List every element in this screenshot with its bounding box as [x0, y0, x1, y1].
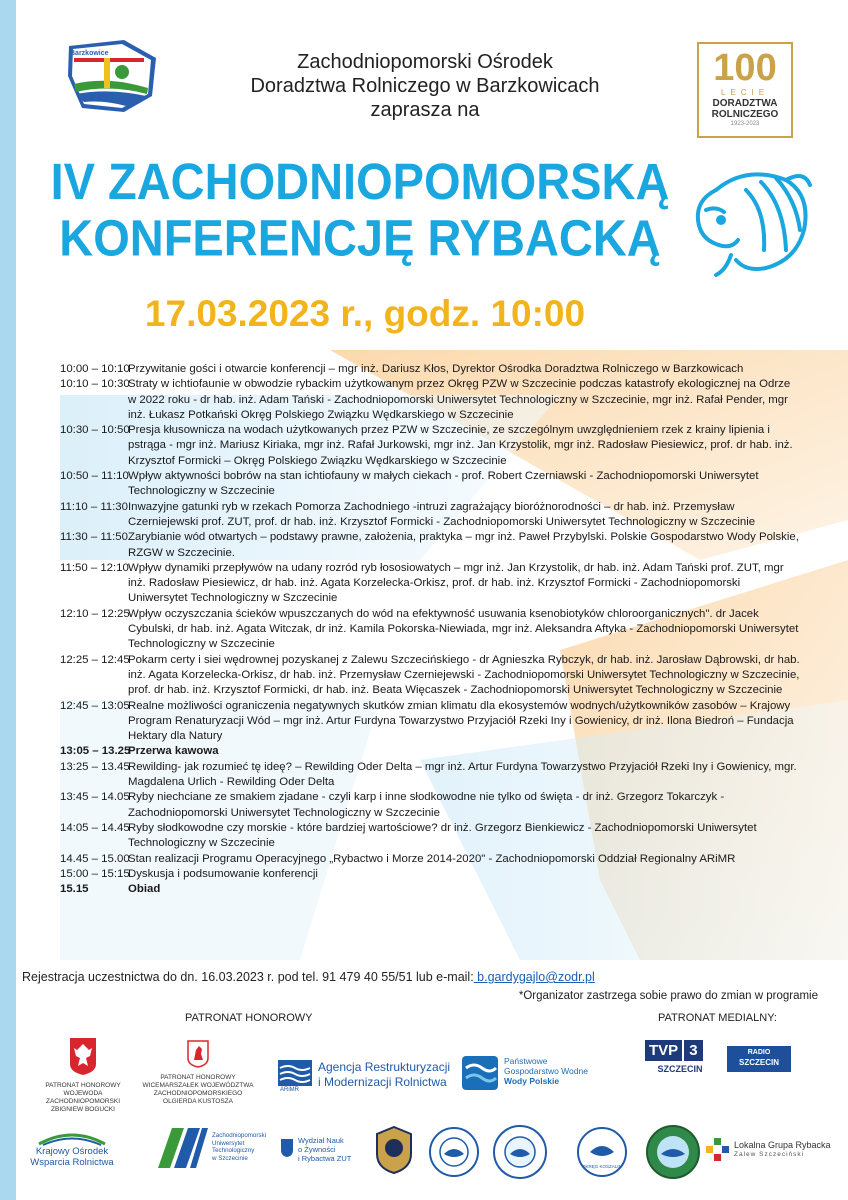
- agenda-time: 11:30 – 11:50: [60, 531, 128, 544]
- agenda-description: Dyskusja i podsumowanie konferencji: [128, 867, 318, 880]
- registration-text: Rejestracja uczestnictwa do dn. 16.03.2023 r. pod tel. 91 479 40 55/51 lub e-mail:: [22, 970, 474, 984]
- anniversary-line-2: ROLNICZEGO: [711, 109, 779, 120]
- wydzial-caption: Wydział Nauk o Żywności i Rybactwa ZUT: [298, 1136, 352, 1163]
- kowr-line-1: Krajowy Ośrodek: [35, 1146, 109, 1157]
- arimr-line-1: Agencja Restrukturyzacji: [318, 1060, 451, 1074]
- anniversary-line-1: DORADZTWA: [712, 98, 778, 109]
- agenda-row: [60, 469, 800, 500]
- agenda-row: [60, 821, 800, 852]
- title-line-2: KONFERENCJĘ RYBACKĄ: [59, 208, 661, 267]
- wicemarszalek-logo: [138, 1040, 258, 1106]
- radio-szczecin-logo: [727, 1046, 791, 1072]
- wody-polskie-wave-icon: [462, 1056, 498, 1090]
- agenda-time: 15.15: [60, 883, 89, 896]
- agenda-row: [60, 377, 800, 423]
- agenda-row: [60, 699, 800, 745]
- lgr-line-2: Zalew Szczeciński: [734, 1151, 805, 1158]
- event-date: 17.03.2023 r., godz. 10:00: [144, 293, 586, 334]
- agenda-row: [60, 653, 800, 699]
- fishing-association-seal-icon: [645, 1124, 701, 1180]
- agenda-description: Rewilding- jak rozumieć tę ideę? – Rewilding Oder Delta – mgr inż. Artur Furdyna Towarzystwo Przyjaciół Rzeki Iny i Gowienicy, mgr. Magdalena Urlich - Rewilding Oder Delta: [128, 760, 797, 789]
- lgr-line-1: Lokalna Grupa Rybacka: [734, 1140, 831, 1150]
- anniversary-lecie: LECIE: [720, 88, 770, 97]
- agenda-description: Zarybianie wód otwartych – podstawy prawne, założenia, praktyka – mgr inż. Paweł Przybylski. Polskie Gospodarstwo Wody Polskie, RZGW w Szczecinie.: [128, 531, 799, 559]
- arimr-short: ARiMR: [280, 1087, 299, 1093]
- pzw-koszalin-icon: [576, 1126, 628, 1178]
- badge-emblem-icon: [375, 1126, 413, 1174]
- agenda-time: 12:10 – 12:25: [60, 607, 130, 620]
- agenda-row: [60, 882, 800, 897]
- pzw-koszalin-label: OKRĘG KOSZALIN: [582, 1164, 622, 1169]
- agenda-description: Stan realizacji Programu Operacyjnego „Rybactwo i Morze 2014-2020" - Zachodniopomorski Oddział Regionalny ARiMR: [128, 852, 736, 865]
- patronat-medialny-heading: PATRONAT MEDIALNY:: [658, 1012, 777, 1024]
- wojewoda-caption: PATRONAT HONOROWY WOJEWODA ZACHODNIOPOMORSKI ZBIGNIEW BOGUCKI: [45, 1082, 121, 1113]
- tvp3-logo: [645, 1040, 715, 1086]
- agenda-time: 13:05 – 13.25: [60, 745, 131, 758]
- agenda-row: [60, 744, 800, 759]
- wojewoda-logo: [28, 1036, 138, 1114]
- wody-polskie-line-2: Gospodarstwo Wodne: [504, 1066, 588, 1076]
- arimr-waves-icon: [278, 1060, 312, 1086]
- pzw-seal-1-icon: [428, 1126, 480, 1178]
- organizer-line-3: zaprasza na: [370, 99, 480, 121]
- agenda-description: Inwazyjne gatunki ryb w rzekach Pomorza Zachodniego -intruzi zagrażający bioróżnorodności – dr hab. inż. Przemysław Czerniejewski prof. ZUT, prof. dr hab. inż. Krzysztof Formicki - Zachodniopomorski Uniwersytet Technologiczny w Szczecinie: [128, 500, 756, 528]
- griffin-emblem-icon: [187, 1040, 209, 1068]
- agenda-description: Wpływ oczyszczania ścieków wpuszczanych do wód na efektywność usuwania ksenobiotyków chloroorganicznych". dr Jacek Cybulski, dr hab. inż. Agata Witczak, dr inż. Kamila Pokorska-Niewiada, mgr inż. Aleksandra Aftyka - Zachodniopomorski Uniwersytet Technologiczny w Szczecinie: [128, 607, 799, 651]
- agenda-row: [60, 607, 800, 653]
- lgr-tiles-icon: [706, 1138, 730, 1162]
- wody-polskie-line-3: Wody Polskie: [504, 1076, 560, 1086]
- agenda-time: 10:00 – 10:10: [60, 363, 130, 375]
- disclaimer: *Organizator zastrzega sobie prawo do zmian w programie: [518, 990, 818, 1002]
- agenda-row: [60, 852, 800, 867]
- fish-icon: [676, 160, 816, 280]
- agenda-row: [60, 790, 800, 821]
- tvp-mark: TVP: [645, 1040, 682, 1061]
- agenda-time: 10:30 – 10:50: [60, 424, 130, 437]
- agenda-description: Presja kłusownicza na wodach użytkowanych przez PZW w Szczecinie, ze szczególnym uwzględnieniem rzek z krainy lipienia i pstrąga - mgr inż. Mariusz Kiriaka, mgr inż. Rafał Jurkowski, mgr inż. Jan Krzystolik, mgr inż. Radosław Piesiewicz, prof. dr hab. inż. Krzysztof Formicki – Okręg Polskiego Związku Wędkarskiego w Szczecinie: [128, 424, 793, 467]
- organizer-block: [230, 50, 620, 122]
- radio-label: RADIO: [747, 1049, 771, 1056]
- odr-logo-text: Barzkowice: [70, 50, 109, 57]
- polish-eagle-emblem-icon: [68, 1036, 98, 1076]
- agenda-description: Wpływ dynamiki przepływów na udany rozród ryb łososiowatych – mgr inż. Jan Krzystolik, dr hab. inż. Adam Tański prof. ZUT, mgr inż. Radosław Piesiewicz, dr hab. inż. Agata Korzelecka-Orkisz, prof. dr hab. inż. Krzysztof Formicki - Zachodniopomorski Uniwersytet Technologiczny w Szczecinie: [128, 561, 784, 605]
- wydzial-zut-logo: [280, 1136, 360, 1172]
- agenda-row: [60, 530, 800, 561]
- tvp3-mark: 3: [684, 1040, 702, 1061]
- agenda-description: Ryby niechciane ze smakiem zjadane - czyli karp i inne słodkowodne nie tylko od święta - dr inż. Grzegorz Tokarczyk - Zachodniopomorski Uniwersytet Technologiczny w Szczecinie: [128, 791, 725, 819]
- agenda-time: 14.45 – 15.00: [60, 852, 130, 865]
- registration-email-link[interactable]: b.gardygajlo@zodr.pl: [473, 970, 595, 984]
- agenda-row: [60, 760, 800, 791]
- wody-polskie-logo: [462, 1056, 612, 1092]
- agenda-list: [60, 362, 800, 897]
- agenda-description: Pokarm certy i siei wędrownej pozyskanej z Zalewu Szczecińskiego - dr Agnieszka Rybczyk, dr hab. inż. Jarosław Dąbrowski, dr hab. inż. Agata Korzelecka-Orkisz, dr hab. inż. Przemysław Czerniejewski - Zachodniopomorski Uniwersytet Technologiczny w Szczecinie, prof. dr hab. inż. Krzysztof Formicki, dr hab. inż. Beata Więcaszek - Zachodniopomorski Uniwersytet Technologiczny w Szczecinie: [128, 653, 800, 697]
- radio-city: SZCZECIN: [739, 1058, 779, 1067]
- organizer-line-2: Doradztwa Rolniczego w Barzkowicach: [250, 75, 600, 97]
- agenda-description: Realne możliwości ograniczenia negatywnych skutków zmian klimatu dla ekosystemów wodnych/użytkowników zasobów – Krajowy Program Renaturyzacji Wód – mgr inż. Artur Furdyna Towarzystwo Przyjaciół Rzeki Iny i Gowienicy, dr inż. Ilona Biedroń – Fundacja Hektary dla Natury: [128, 699, 794, 743]
- agenda-time: 10:50 – 11:10: [60, 470, 129, 483]
- kowr-logo: [22, 1130, 122, 1168]
- agenda-time: 12:25 – 12:45: [60, 653, 130, 666]
- anniversary-number: 100: [713, 47, 777, 89]
- agenda-time: 15:00 – 15:15: [60, 867, 130, 880]
- pzw-koszalin-logo: [576, 1126, 628, 1178]
- agenda-description: Obiad: [128, 883, 161, 896]
- agenda-row: [60, 500, 800, 531]
- wody-polskie-line-1: Państwowe: [504, 1056, 548, 1066]
- wydzial-shield-icon: [280, 1138, 294, 1158]
- agenda-time: 10:10 – 10:30: [60, 378, 130, 391]
- agenda-description: Przerwa kawowa: [128, 745, 219, 758]
- arimr-line-2: i Modernizacji Rolnictwa: [318, 1075, 447, 1089]
- pzw-seal-2-icon: [492, 1124, 548, 1180]
- registration-line: [22, 970, 595, 984]
- agenda-row: [60, 867, 800, 882]
- agenda-time: 13:45 – 14.05: [60, 791, 130, 804]
- agenda-description: Ryby słodkowodne czy morskie - które bardziej wartościowe? dr inż. Grzegorz Bienkiewicz - Zachodniopomorski Uniwersytet Technologiczny w Szczecinie: [128, 821, 757, 850]
- anniversary-100-logo: [697, 42, 793, 138]
- agenda-time: 11:10 – 11:30: [60, 500, 128, 513]
- patronat-honorowy-heading: PATRONAT HONOROWY: [185, 1012, 313, 1024]
- arimr-logo: [278, 1060, 451, 1093]
- zut-caption: Zachodniopomorski Uniwersytet Technologiczny w Szczecinie: [212, 1132, 266, 1162]
- zut-slashes-icon: [158, 1128, 208, 1168]
- wicemarszalek-caption: PATRONAT HONOROWY WICEMARSZAŁEK WOJEWÓDZTWA ZACHODNIOPOMORSKIEGO OLGIERDA KUSTOSZA: [142, 1074, 254, 1105]
- agenda-row: [60, 362, 800, 377]
- odr-barzkowice-logo: [64, 36, 162, 116]
- lgr-logo: [706, 1138, 831, 1168]
- tvp-city: SZCZECIN: [657, 1064, 703, 1074]
- agenda-description: Wpływ aktywności bobrów na stan ichtiofauny w małych ciekach - prof. Robert Czerniawski - Zachodniopomorski Uniwersytet Technologiczny w Szczecinie: [128, 470, 759, 498]
- kowr-arc-icon: [37, 1130, 107, 1146]
- conference-title: [30, 154, 690, 266]
- zut-logo: [158, 1128, 278, 1170]
- title-line-1: IV ZACHODNIOPOMORSKĄ: [50, 152, 670, 210]
- agenda-time: 12:45 – 13:05: [60, 699, 130, 712]
- agenda-row: [60, 561, 800, 607]
- agenda-time: 13:25 – 13.45: [60, 760, 130, 773]
- agenda-row: [60, 423, 800, 469]
- agenda-time: 14:05 – 14.45: [60, 821, 130, 834]
- organizer-line-1: Zachodniopomorski Ośrodek: [297, 51, 553, 73]
- agenda-time: 11:50 – 12:10: [60, 561, 129, 574]
- agenda-description: Straty w ichtiofaunie w obwodzie rybackim użytkowanym przez Okręg PZW w Szczecinie podczas katastrofy ekologicznej na Odrze w 2022 roku - dr hab. inż. Adam Tański - Zachodniopomorski Uniwersytet Technologiczny w Szczecinie, mgr inż. Rafał Pender, mgr inż. Łukasz Potkański Okręg Polskiego Związku Wędkarskiego w Szczecinie: [128, 378, 791, 421]
- agenda-description: Przywitanie gości i otwarcie konferencji – mgr inż. Dariusz Kłos, Dyrektor Ośrodka Doradztwa Rolniczego w Barzkowicach: [128, 363, 744, 375]
- kowr-line-2: Wsparcia Rolnictwa: [30, 1157, 114, 1168]
- anniversary-years: 1923-2023: [730, 121, 760, 127]
